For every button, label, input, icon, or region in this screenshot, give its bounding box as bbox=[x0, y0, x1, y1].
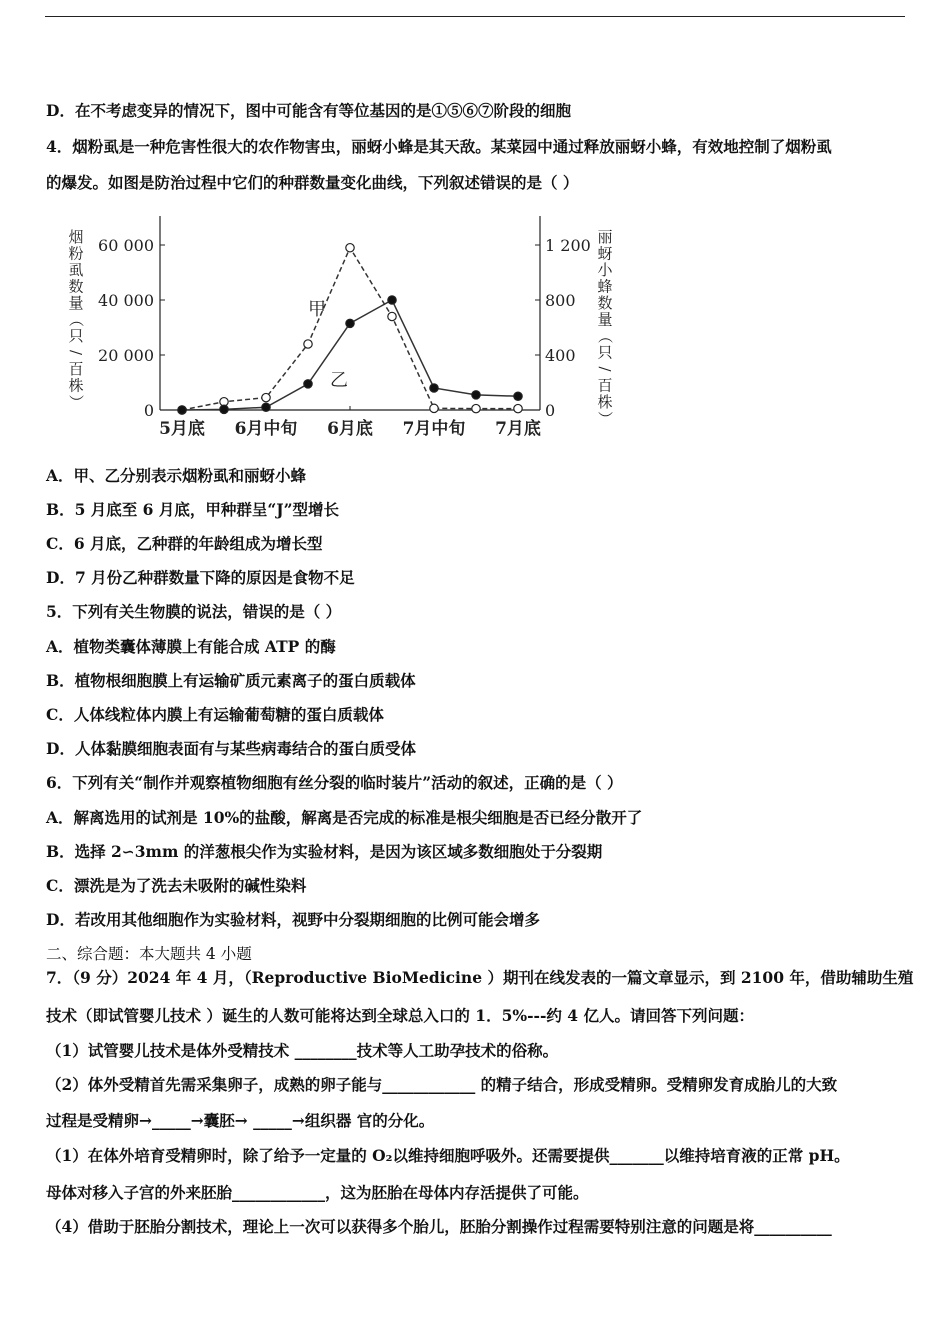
series-label: 甲 bbox=[308, 299, 326, 320]
text-line: B．植物根细胞膜上有运输矿质元素离子的蛋白质载体 bbox=[46, 671, 416, 690]
x-tick-label: 7月底 bbox=[495, 419, 541, 439]
text-line: D．若改用其他细胞作为实验材料，视野中分裂期细胞的比例可能会增多 bbox=[46, 910, 540, 929]
left-axis-title: 烟 bbox=[68, 228, 84, 246]
right-axis-title: 百 bbox=[597, 376, 613, 395]
text-line: 母体对移入子宫的外来胚胎____________，这为胚胎在母体内存活提供了可能。 bbox=[46, 1183, 589, 1202]
text-line: 5．下列有关生物膜的说法，错误的是（ ） bbox=[46, 602, 342, 621]
population-chart-svg bbox=[60, 208, 620, 458]
data-point bbox=[178, 406, 186, 414]
left-axis-title: 粉 bbox=[68, 244, 84, 263]
text-line: 二、综合题：本大题共 4 小题 bbox=[46, 945, 252, 963]
text-line: 4．烟粉虱是一种危害性很大的农作物害虫，丽蚜小蜂是其天敌。某菜园中通过释放丽蚜小蜂，有效地控制了烟粉虱 bbox=[46, 137, 832, 156]
data-point bbox=[388, 312, 396, 320]
left-axis-title: ） bbox=[67, 394, 85, 410]
left-axis-title: 株 bbox=[68, 376, 84, 395]
text-line: 技术（即试管婴儿技术 ）诞生的人数可能将达到全球总入口的 1．5%---约 4 亿人。请回答下列问题： bbox=[46, 1006, 754, 1025]
text-line: D．在不考虑变异的情况下，图中可能含有等位基因的是①⑤⑥⑦阶段的细胞 bbox=[46, 101, 571, 120]
right-axis-title: 只 bbox=[597, 343, 613, 362]
x-tick-label: 6月底 bbox=[327, 419, 373, 439]
text-line: C．人体线粒体内膜上有运输葡萄糖的蛋白质载体 bbox=[46, 705, 384, 724]
right-axis-title: / bbox=[596, 366, 614, 372]
text-line: 过程是受精卵→_____→囊胚→ _____→组织器 官的分化。 bbox=[46, 1111, 435, 1130]
text-line: （2）体外受精首先需采集卵子，成熟的卵子能与____________ 的精子结合，形成受精卵。受精卵发育成胎儿的大致 bbox=[46, 1075, 838, 1094]
text-line: D．人体黏膜细胞表面有与某些病毒结合的蛋白质受体 bbox=[46, 739, 416, 758]
right-tick-label: 0 bbox=[545, 401, 556, 420]
right-axis-title: 蜂 bbox=[597, 277, 613, 296]
text-line: 7．（9 分）2024 年 4 月，（Reproductive BioMedicine ）期刊在线发表的一篇文章显示，到 2100 年，借助辅助生殖 bbox=[46, 968, 914, 987]
text-line: A．解离选用的试剂是 10%的盐酸，解离是否完成的标准是根尖细胞是否已经分散开了 bbox=[46, 808, 643, 827]
text-line: （1）在体外培育受精卵时，除了给予一定量的 O₂以维持细胞呼吸外。还需要提供_______以维持培育液的正常 pH。 bbox=[46, 1146, 850, 1165]
text-line: 6．下列有关“制作并观察植物细胞有丝分裂的临时装片”活动的叙述，正确的是（ ） bbox=[46, 773, 623, 792]
right-axis-title: 小 bbox=[597, 261, 613, 279]
left-axis-title: （ bbox=[67, 311, 85, 328]
text-line: B．5 月底至 6 月底，甲种群呈“J”型增长 bbox=[46, 500, 340, 519]
right-tick-label: 800 bbox=[545, 291, 576, 310]
header-rule bbox=[45, 16, 905, 17]
data-point bbox=[472, 404, 480, 412]
series-line-甲 bbox=[182, 248, 518, 410]
right-axis-title: 数 bbox=[597, 294, 613, 312]
x-tick-label: 6月中旬 bbox=[234, 419, 298, 439]
right-axis-title: 丽 bbox=[597, 228, 613, 246]
series-label: 乙 bbox=[330, 370, 348, 391]
left-tick-label: 60 000 bbox=[98, 236, 154, 255]
left-axis-title: 数 bbox=[68, 277, 84, 296]
data-point bbox=[346, 319, 354, 327]
right-axis-title: 蚜 bbox=[597, 244, 613, 263]
text-line: A．植物类囊体薄膜上有能合成 ATP 的酶 bbox=[46, 637, 336, 656]
left-axis-title: 虱 bbox=[68, 261, 84, 279]
data-point bbox=[304, 380, 312, 388]
data-point bbox=[262, 403, 270, 411]
series-line-乙 bbox=[182, 300, 518, 410]
right-axis-title: 株 bbox=[597, 393, 613, 411]
right-axis-title: （ bbox=[596, 328, 614, 344]
left-axis-title: 只 bbox=[68, 327, 84, 345]
text-line: （1）试管婴儿技术是体外受精技术 ________技术等人工助孕技术的俗称。 bbox=[46, 1041, 559, 1060]
data-point bbox=[472, 391, 480, 399]
text-line: B．选择 2∽3mm 的洋葱根尖作为实验材料，是因为该区域多数细胞处于分裂期 bbox=[46, 842, 603, 861]
data-point bbox=[514, 404, 522, 412]
data-point bbox=[388, 296, 396, 304]
right-axis-title: ） bbox=[596, 410, 614, 427]
data-point bbox=[430, 384, 438, 392]
text-line: C．6 月底，乙种群的年龄组成为增长型 bbox=[46, 534, 323, 553]
left-axis-title: 量 bbox=[68, 294, 84, 312]
data-point bbox=[220, 405, 228, 413]
right-tick-label: 1 200 bbox=[545, 236, 591, 255]
text-line: C．漂洗是为了洗去未吸附的碱性染料 bbox=[46, 876, 307, 895]
text-line: A．甲、乙分别表示烟粉虱和丽蚜小蜂 bbox=[46, 466, 307, 485]
data-point bbox=[430, 404, 438, 412]
left-tick-label: 20 000 bbox=[98, 346, 154, 365]
left-axis-title: 百 bbox=[68, 360, 84, 378]
right-axis-title: 量 bbox=[597, 310, 613, 329]
x-tick-label: 5月底 bbox=[159, 419, 205, 439]
x-tick-label: 7月中旬 bbox=[402, 419, 466, 439]
population-chart bbox=[60, 208, 620, 458]
text-line: D．7 月份乙种群数量下降的原因是食物不足 bbox=[46, 568, 355, 587]
data-point bbox=[262, 393, 270, 401]
right-tick-label: 400 bbox=[545, 346, 576, 365]
text-line: 的爆发。如图是防治过程中它们的种群数量变化曲线，下列叙述错误的是（ ） bbox=[46, 173, 579, 192]
left-tick-label: 0 bbox=[143, 401, 154, 420]
left-tick-label: 40 000 bbox=[98, 291, 154, 310]
text-line: （4）借助于胚胎分割技术，理论上一次可以获得多个胎儿，胚胎分割操作过程需要特别注意的问题是将__________ bbox=[46, 1217, 832, 1236]
data-point bbox=[514, 392, 522, 400]
left-axis-title: / bbox=[67, 349, 85, 356]
data-point bbox=[346, 244, 354, 252]
data-point bbox=[304, 340, 312, 348]
